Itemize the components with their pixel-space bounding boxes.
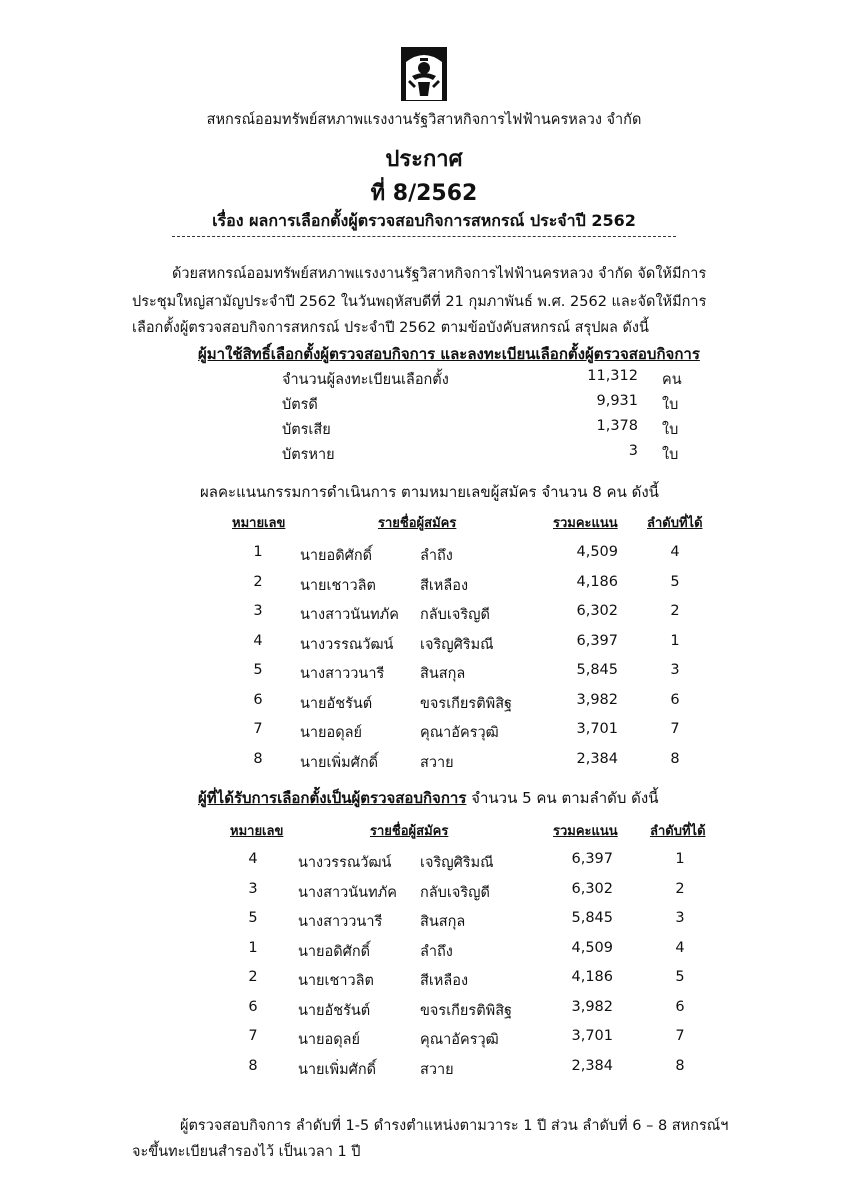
row-number: 6 xyxy=(253,691,263,708)
stat-label: จำนวนผู้ลงทะเบียนเลือกตั้ง xyxy=(282,372,449,388)
header-score: รวมคะแนน xyxy=(553,824,618,839)
row-number: 8 xyxy=(248,1057,258,1074)
separator-line xyxy=(172,236,676,237)
row-first-name: นายเพิ่มศักดิ์ xyxy=(300,754,379,771)
voters-heading: ผู้มาใช้สิทธิ์เลือกตั้งผู้ตรวจสอบกิจการ และลงทะเบียนเลือกตั้งผู้ตรวจสอบกิจการ xyxy=(198,345,700,363)
intro-line-2: ประชุมใหญ่สามัญประจำปี 2562 ในวันพฤหัสบดีที่ 21 กุมภาพันธ์ พ.ศ. 2562 และจัดให้มีการ xyxy=(132,294,707,310)
row-rank: 4 xyxy=(670,544,680,560)
row-last-name: สินสกุล xyxy=(420,666,466,682)
announcement-title: ประกาศ xyxy=(385,147,463,172)
row-number: 6 xyxy=(248,998,258,1015)
header-rank: ลำดับที่ได้ xyxy=(650,824,706,839)
stat-value: 9,931 xyxy=(596,393,638,409)
row-score: 4,186 xyxy=(571,969,613,985)
row-score: 2,384 xyxy=(571,1057,613,1074)
row-score: 2,384 xyxy=(576,750,618,767)
stat-value: 11,312 xyxy=(587,368,638,384)
intro-line-3: เลือกตั้งผู้ตรวจสอบกิจการสหกรณ์ ประจำปี 2562 ตามข้อบังคับสหกรณ์ สรุปผล ดังนี้ xyxy=(132,320,649,336)
stat-value: 1,378 xyxy=(596,418,638,434)
row-first-name: นางสาววนารี xyxy=(298,914,383,930)
row-first-name: นายเชาวลิต xyxy=(300,577,376,594)
organization-name: สหกรณ์ออมทรัพย์สหภาพแรงงานรัฐวิสาหกิจการไฟฟ้านครหลวง จำกัด xyxy=(206,112,642,128)
header-rank: ลำดับที่ได้ xyxy=(647,516,703,531)
header-score: รวมคะแนน xyxy=(553,516,618,531)
row-number: 5 xyxy=(253,662,263,678)
elected-heading xyxy=(198,786,658,810)
row-first-name: นายอดิศักดิ์ xyxy=(298,943,371,960)
row-first-name: นายอัชรันต์ xyxy=(300,695,373,712)
header-number: หมายเลข xyxy=(230,824,284,839)
row-last-name: สินสกุล xyxy=(420,914,466,930)
stat-unit: ใบ xyxy=(662,397,679,413)
row-rank: 5 xyxy=(670,573,680,590)
row-first-name: นางวรรณวัฒน์ xyxy=(298,855,392,871)
stat-label: บัตรดี xyxy=(282,397,318,413)
announcement-subject: เรื่อง ผลการเลือกตั้งผู้ตรวจสอบกิจการสหกรณ์ ประจำปี 2562 xyxy=(212,211,636,230)
row-score: 4,186 xyxy=(576,573,618,590)
row-last-name: สวาย xyxy=(420,1061,454,1078)
row-first-name: นายอัชรันต์ xyxy=(298,1002,371,1019)
header-name: รายชื่อผู้สมัคร xyxy=(370,824,449,839)
announcement-number: ที่ 8/2562 xyxy=(370,181,478,206)
row-score: 4,509 xyxy=(576,544,618,560)
row-rank: 7 xyxy=(675,1028,685,1044)
row-first-name: นายอดุลย์ xyxy=(300,725,363,741)
row-number: 7 xyxy=(248,1028,258,1044)
stat-label: บัตรหาย xyxy=(282,447,335,463)
row-last-name: กลับเจริญดี xyxy=(420,607,490,623)
row-number: 1 xyxy=(253,544,263,560)
row-number: 4 xyxy=(248,851,258,867)
scores-heading: ผลคะแนนกรรมการดำเนินการ ตามหมายเลขผู้สมัคร จำนวน 8 คน ดังนี้ xyxy=(200,483,659,501)
row-last-name: กลับเจริญดี xyxy=(420,884,490,901)
row-number: 1 xyxy=(248,939,258,956)
closing-line-2: จะขึ้นทะเบียนสำรองไว้ เป็นเวลา 1 ปี xyxy=(132,1144,361,1160)
row-first-name: นายอดุลย์ xyxy=(298,1032,361,1048)
elected-heading-underlined: ผู้ที่ได้รับการเลือกตั้งเป็นผู้ตรวจสอบกิจการ xyxy=(198,789,467,807)
row-number: 5 xyxy=(248,910,258,926)
row-last-name: ขจรเกียรติพิสิฐ xyxy=(420,695,513,712)
header-name: รายชื่อผู้สมัคร xyxy=(378,516,457,531)
stat-label: บัตรเสีย xyxy=(282,422,331,438)
row-score: 6,302 xyxy=(576,603,618,619)
header-number: หมายเลข xyxy=(232,516,286,531)
row-number: 3 xyxy=(253,603,263,619)
row-last-name: เจริญศิริมณี xyxy=(420,636,494,653)
row-number: 4 xyxy=(253,632,263,649)
row-rank: 6 xyxy=(670,691,680,708)
row-score: 5,845 xyxy=(571,910,613,926)
stat-unit: ใบ xyxy=(662,447,679,463)
row-first-name: นายอดิศักดิ์ xyxy=(300,548,373,564)
closing-line-1: ผู้ตรวจสอบกิจการ ลำดับที่ 1-5 ดำรงตำแหน่งตามวาระ 1 ปี ส่วน ลำดับที่ 6 – 8 สหกรณ์ฯ xyxy=(180,1118,729,1134)
row-number: 3 xyxy=(248,880,258,897)
row-number: 7 xyxy=(253,721,263,737)
row-first-name: นายเชาวลิต xyxy=(298,973,374,989)
row-first-name: นางสาววนารี xyxy=(300,666,385,682)
row-score: 6,397 xyxy=(576,632,618,649)
row-rank: 2 xyxy=(670,603,680,619)
row-last-name: ลำถึง xyxy=(420,943,453,960)
row-score: 3,701 xyxy=(576,721,618,737)
row-number: 8 xyxy=(253,750,263,767)
row-last-name: คุณาอัครวุฒิ xyxy=(420,725,499,741)
cooperative-logo xyxy=(400,46,448,102)
row-score: 3,701 xyxy=(571,1028,613,1044)
stat-value: 3 xyxy=(628,443,638,459)
row-number: 2 xyxy=(248,969,258,985)
row-last-name: สีเหลือง xyxy=(420,577,469,594)
row-last-name: ลำถึง xyxy=(420,548,453,564)
row-rank: 7 xyxy=(670,721,680,737)
row-first-name: นางสาวนันทภัค xyxy=(298,884,397,901)
row-score: 5,845 xyxy=(576,662,618,678)
row-score: 4,509 xyxy=(571,939,613,956)
row-first-name: นายเพิ่มศักดิ์ xyxy=(298,1061,377,1078)
intro-line-1: ด้วยสหกรณ์ออมทรัพย์สหภาพแรงงานรัฐวิสาหกิจการไฟฟ้านครหลวง จำกัด จัดให้มีการ xyxy=(172,266,707,282)
row-last-name: คุณาอัครวุฒิ xyxy=(420,1032,499,1048)
row-rank: 3 xyxy=(670,662,680,678)
row-rank: 5 xyxy=(675,969,685,985)
row-score: 3,982 xyxy=(571,998,613,1015)
stat-unit: คน xyxy=(662,372,682,388)
row-number: 2 xyxy=(253,573,263,590)
row-score: 6,397 xyxy=(571,851,613,867)
row-first-name: นางสาวนันทภัค xyxy=(300,607,399,623)
row-score: 6,302 xyxy=(571,880,613,897)
row-first-name: นางวรรณวัฒน์ xyxy=(300,636,394,653)
row-rank: 2 xyxy=(675,880,685,897)
row-last-name: ขจรเกียรติพิสิฐ xyxy=(420,1002,513,1019)
row-last-name: เจริญศิริมณี xyxy=(420,855,494,871)
row-rank: 8 xyxy=(670,750,680,767)
row-last-name: สีเหลือง xyxy=(420,973,469,989)
row-rank: 4 xyxy=(675,939,685,956)
row-rank: 6 xyxy=(675,998,685,1015)
row-rank: 1 xyxy=(670,632,680,649)
row-rank: 3 xyxy=(675,910,685,926)
row-rank: 1 xyxy=(675,851,685,867)
stat-unit: ใบ xyxy=(662,422,679,438)
row-score: 3,982 xyxy=(576,691,618,708)
elected-heading-rest: จำนวน 5 คน ตามลำดับ ดังนี้ xyxy=(466,789,659,807)
row-rank: 8 xyxy=(675,1057,685,1074)
row-last-name: สวาย xyxy=(420,754,454,771)
